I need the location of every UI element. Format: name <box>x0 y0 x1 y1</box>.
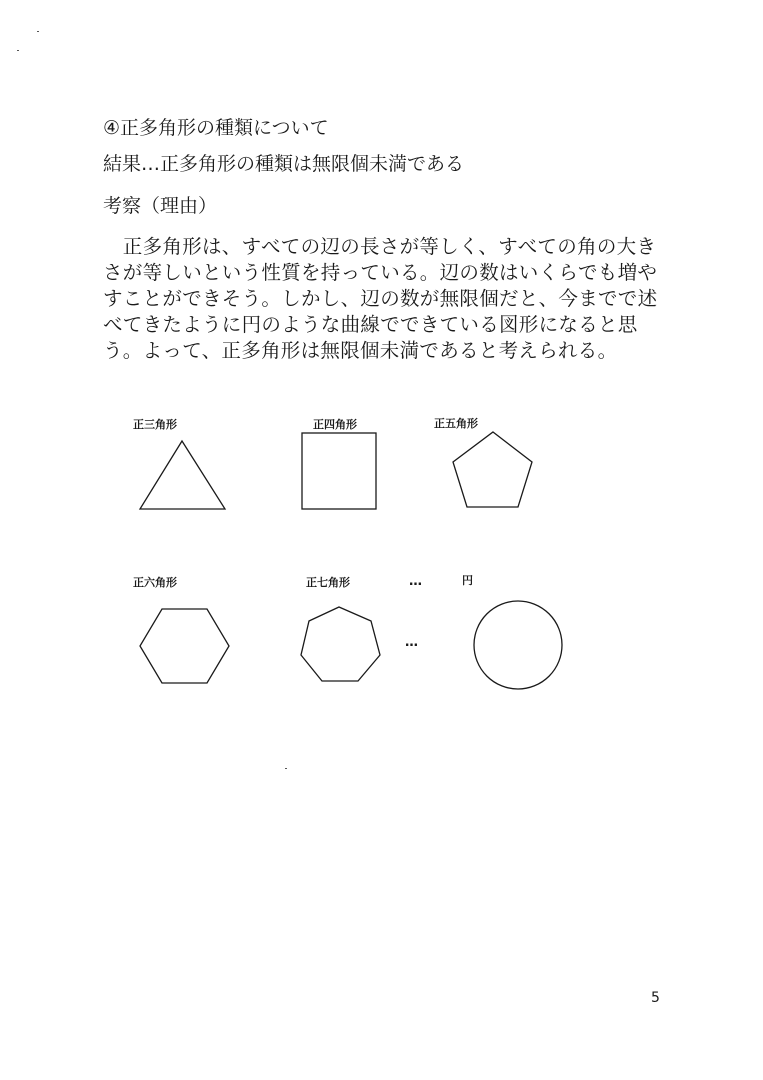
paragraph-line: べてきたように円のような曲線でできている図形になると思 <box>103 313 638 336</box>
paragraph-line: う。よって、正多角形は無限個未満であると考えられる。 <box>103 339 618 362</box>
circle-label: 円 <box>462 574 473 587</box>
ellipsis-middle: … <box>405 635 420 650</box>
hexagon-label: 正六角形 <box>133 576 177 589</box>
square-label: 正四角形 <box>313 418 357 431</box>
pentagon-label: 正五角形 <box>434 417 478 430</box>
paragraph-line: 正多角形は、すべての辺の長さが等しく、すべての角の大き <box>103 235 657 258</box>
ellipsis-top: … <box>409 574 424 589</box>
pentagon-shape <box>453 432 532 507</box>
triangle-shape <box>140 441 225 509</box>
paragraph-line: すことができそう。しかし、辺の数が無限個だと、今までで述 <box>103 287 658 310</box>
heptagon-label: 正七角形 <box>306 576 350 589</box>
result-line: 結果…正多角形の種類は無限個未満である <box>103 153 465 175</box>
heptagon-shape <box>301 607 380 681</box>
page-number: 5 <box>651 990 660 1006</box>
reason-title: 考察（理由） <box>103 195 218 217</box>
paragraph-line: さが等しいという性質を持っている。辺の数はいくらでも増や <box>103 261 658 284</box>
hexagon-shape <box>140 609 229 683</box>
section-heading: ④正多角形の種類について <box>103 117 329 139</box>
circle-shape <box>474 601 562 689</box>
triangle-label: 正三角形 <box>133 418 177 431</box>
square-shape <box>302 433 376 509</box>
